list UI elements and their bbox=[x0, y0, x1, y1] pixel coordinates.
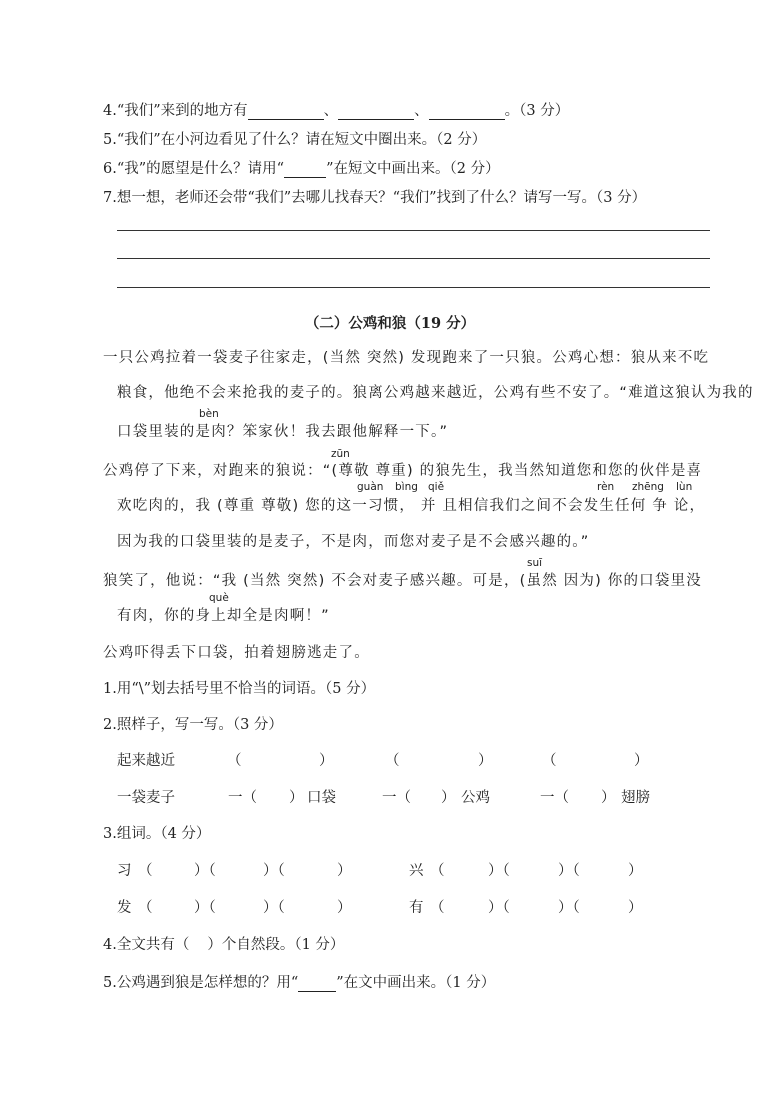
question-6: 6.“我”的愿望是什么？请用“ ”在短文中画出来。（2 分） bbox=[103, 161, 500, 177]
pinyin-annotation: qiě bbox=[428, 481, 445, 493]
paren-close: ） bbox=[289, 790, 304, 806]
passage-line: 口袋里装的是肉？笨家伙！我去跟他解释一下。” bbox=[117, 424, 449, 440]
pinyin-annotation: guàn bbox=[357, 481, 384, 493]
passage-line: 狼笑了，他说：“我 (当然 突然) 不会对麦子感兴趣。可是，(虽然 因为) 你的口袋里没 bbox=[103, 573, 702, 589]
noun-word: 口袋 bbox=[307, 790, 336, 806]
measure-prefix[interactable]: 一（ bbox=[382, 790, 411, 806]
question-4: 4.“我们”来到的地方有 、 、 。（3 分） bbox=[103, 103, 570, 119]
paren-open[interactable]: （ bbox=[227, 753, 242, 769]
paren-open[interactable]: （ bbox=[385, 753, 400, 769]
paren-close: ） bbox=[634, 753, 649, 769]
pinyin-annotation: què bbox=[209, 592, 229, 604]
underline-sample bbox=[284, 163, 326, 178]
underline-sample bbox=[298, 977, 336, 992]
char-xing: 兴 bbox=[409, 863, 424, 879]
paren-close: ） bbox=[628, 900, 643, 916]
answer-line[interactable] bbox=[117, 230, 710, 231]
question-4b: 4.全文共有（ ）个自然段。（1 分） bbox=[103, 937, 345, 953]
paren-close: ） bbox=[337, 863, 352, 879]
answer-blank[interactable] bbox=[248, 105, 324, 120]
pinyin-annotation: lùn bbox=[676, 481, 693, 493]
paren-open[interactable]: （ bbox=[542, 753, 557, 769]
paren-close: ） bbox=[628, 863, 643, 879]
question-5b: 5.公鸡遇到狼是怎样想的？用“ ”在文中画出来。（1 分） bbox=[103, 975, 496, 991]
paren-pair[interactable]: ）（ bbox=[263, 863, 285, 879]
paren-open[interactable]: （ bbox=[138, 900, 153, 916]
section-title: （二）公鸡和狼（19 分） bbox=[304, 315, 476, 332]
paren-close: ） bbox=[601, 790, 616, 806]
question-5: 5.“我们”在小河边看见了什么？请在短文中圈出来。（2 分） bbox=[103, 132, 487, 148]
pinyin-annotation: zhēng bbox=[632, 481, 664, 493]
passage-line: 有肉，你的身上却全是肉啊！” bbox=[117, 608, 330, 624]
example-word: 一袋麦子 bbox=[117, 790, 175, 806]
answer-blank[interactable] bbox=[338, 105, 414, 120]
question-7: 7.想一想，老师还会带“我们”去哪儿找春天？“我们”找到了什么？请写一写。（3 分） bbox=[103, 190, 647, 206]
paren-open[interactable]: （ bbox=[430, 900, 445, 916]
passage-line: 公鸡吓得丢下口袋，拍着翅膀逃走了。 bbox=[103, 645, 370, 661]
paren-open[interactable]: （ bbox=[138, 863, 153, 879]
paren-pair[interactable]: ）（ bbox=[558, 863, 580, 879]
char-fa: 发 bbox=[117, 900, 132, 916]
measure-prefix[interactable]: 一（ bbox=[228, 790, 257, 806]
passage-line: 公鸡停了下来，对跑来的狼说：“(尊敬 尊重) 的狼先生，我当然知道您和您的伙伴是喜 bbox=[103, 463, 703, 479]
paren-close: ） bbox=[319, 753, 334, 769]
passage-line: 欢吃肉的，我 (尊重 尊敬) 您的这一习惯， 并 且相信我们之间不会发生任何 争 论， bbox=[117, 498, 706, 514]
char-you: 有 bbox=[409, 900, 424, 916]
paren-close: ） bbox=[478, 753, 493, 769]
paren-close: ） bbox=[441, 790, 456, 806]
question-3: 3.组词。（4 分） bbox=[103, 826, 211, 842]
noun-word: 公鸡 bbox=[461, 790, 490, 806]
answer-blank[interactable] bbox=[429, 105, 505, 120]
answer-line[interactable] bbox=[117, 287, 710, 288]
paren-pair[interactable]: ）（ bbox=[488, 863, 510, 879]
paren-pair[interactable]: ）（ bbox=[194, 863, 216, 879]
char-xi: 习 bbox=[117, 863, 132, 879]
passage-line: 粮食，他绝不会来抢我的麦子的。狼离公鸡越来越近，公鸡有些不安了。“难道这狼认为我的 bbox=[117, 385, 754, 401]
pinyin-annotation: suī bbox=[527, 557, 543, 569]
example-word: 起来越近 bbox=[117, 753, 175, 769]
pinyin-annotation: bìng bbox=[395, 481, 418, 493]
paren-pair[interactable]: ）（ bbox=[194, 900, 216, 916]
paren-open[interactable]: （ bbox=[430, 863, 445, 879]
paren-pair[interactable]: ）（ bbox=[263, 900, 285, 916]
question-2: 2.照样子，写一写。（3 分） bbox=[103, 717, 283, 733]
pinyin-annotation: rèn bbox=[597, 481, 615, 493]
pinyin-annotation: bèn bbox=[199, 408, 219, 420]
noun-word: 翅膀 bbox=[621, 790, 650, 806]
paren-pair[interactable]: ）（ bbox=[488, 900, 510, 916]
answer-line[interactable] bbox=[117, 258, 710, 259]
passage-line: 因为我的口袋里装的是麦子，不是肉，而您对麦子是不会感兴趣的。” bbox=[117, 534, 590, 550]
question-1: 1.用“\”划去括号里不恰当的词语。（5 分） bbox=[103, 681, 376, 697]
paren-close: ） bbox=[337, 900, 352, 916]
paren-pair[interactable]: ）（ bbox=[558, 900, 580, 916]
pinyin-annotation: zūn bbox=[331, 448, 350, 460]
measure-prefix[interactable]: 一（ bbox=[540, 790, 569, 806]
passage-line: 一只公鸡拉着一袋麦子往家走，(当然 突然) 发现跑来了一只狼。公鸡心想：狼从来不吃 bbox=[103, 350, 710, 366]
